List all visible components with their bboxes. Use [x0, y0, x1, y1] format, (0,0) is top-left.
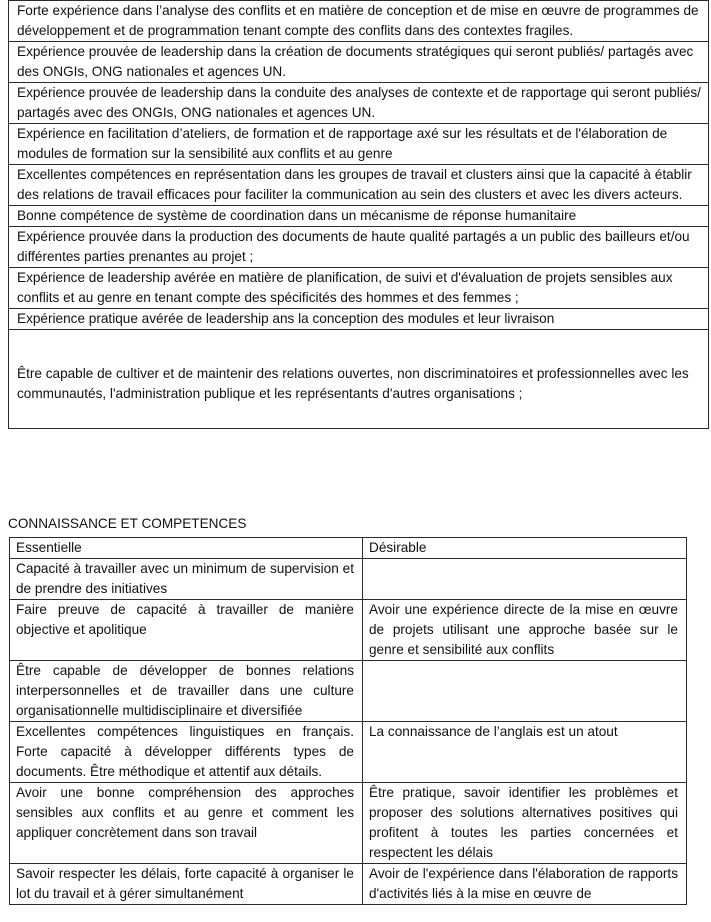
experience-cell: Être capable de cultiver et de maintenir des relations ouvertes, non discriminatoires et professionnelles avec les communautés, l'administration publique et les représentants d'autres organisations ; — [9, 330, 709, 429]
desirable-cell: Avoir de l'expérience dans l'élaboration de rapports d'activités liés à la mise en œuvre de — [363, 864, 687, 905]
header-essentielle: Essentielle — [10, 538, 363, 559]
competence-row — [10, 600, 687, 661]
experience-cell: Expérience pratique avérée de leadership ans la conception des modules et leur livraison — [9, 309, 709, 330]
competence-row — [10, 864, 687, 905]
experience-row — [9, 165, 709, 206]
essential-cell: Capacité à travailler avec un minimum de supervision et de prendre des initiatives — [10, 559, 363, 600]
experience-cell: Expérience de leadership avérée en matière de planification, de suivi et d'évaluation de projets sensibles aux conflits et au genre en tenant compte des spécificités des hommes et des femmes ; — [9, 268, 709, 309]
competence-row — [10, 783, 687, 864]
experience-row — [9, 83, 709, 124]
experience-row — [9, 42, 709, 83]
experience-row — [9, 1, 709, 42]
competences-table — [9, 537, 687, 905]
experience-row — [9, 206, 709, 227]
desirable-cell: La connaissance de l’anglais est un atout — [363, 722, 687, 783]
experience-cell: Expérience prouvée dans la production des documents de haute qualité partagés a un public des bailleurs et/ou différentes parties prenantes au projet ; — [9, 227, 709, 268]
experience-row — [9, 309, 709, 330]
essential-cell: Faire preuve de capacité à travailler de manière objective et apolitique — [10, 600, 363, 661]
essential-cell: Savoir respecter les délais, forte capacité à organiser le lot du travail et à gérer simultanément — [10, 864, 363, 905]
essential-cell: Excellentes compétences linguistiques en français. Forte capacité à développer différents types de documents. Être méthodique et attentif aux détails. — [10, 722, 363, 783]
desirable-cell — [363, 559, 687, 600]
experience-cell: Expérience prouvée de leadership dans la conduite des analyses de contexte et de rapportage qui seront publiés/ partagés avec des ONGIs, ONG nationales et agences UN. — [9, 83, 709, 124]
experience-cell: Forte expérience dans l’analyse des conflits et en matière de conception et de mise en œuvre de programmes de développement et de programmation tenant compte des conflits dans des contextes fragiles. — [9, 1, 709, 42]
experience-row — [9, 227, 709, 268]
experience-row — [9, 268, 709, 309]
experience-cell: Expérience prouvée de leadership dans la création de documents stratégiques qui seront publiés/ partagés avec des ONGIs, ONG nationales et agences UN. — [9, 42, 709, 83]
desirable-cell: Avoir une expérience directe de la mise en œuvre de projets utilisant une approche basée sur le genre et sensibilité aux conflits — [363, 600, 687, 661]
experience-cell: Excellentes compétences en représentation dans les groupes de travail et clusters ainsi que la capacité à établir des relations de travail efficaces pour faciliter la communication au sein des clusters et avec les divers acteurs. — [9, 165, 709, 206]
competence-row — [10, 559, 687, 600]
essential-cell: Être capable de développer de bonnes relations interpersonnelles et de travailler dans une culture organisationnelle multidisciplinaire et diversifiée — [10, 661, 363, 722]
competence-row — [10, 722, 687, 783]
experience-row — [9, 124, 709, 165]
competence-row — [10, 661, 687, 722]
experience-table — [8, 0, 709, 429]
desirable-cell: Être pratique, savoir identifier les problèmes et proposer des solutions alternatives positives qui profitent à toutes les parties concernées et respectent les délais — [363, 783, 687, 864]
essential-cell: Avoir une bonne compréhension des approches sensibles aux conflits et au genre et comment les appliquer concrètement dans son travail — [10, 783, 363, 864]
experience-cell: Bonne compétence de système de coordination dans un mécanisme de réponse humanitaire — [9, 206, 709, 227]
experience-cell: Expérience en facilitation d’ateliers, de formation et de rapportage axé sur les résultats et de l'élaboration de modules de formation sur la sensibilité aux conflits et au genre — [9, 124, 709, 165]
competences-header-row — [10, 538, 687, 559]
desirable-cell — [363, 661, 687, 722]
header-desirable: Désirable — [363, 538, 687, 559]
section-title: CONNAISSANCE ET COMPETENCES — [8, 516, 247, 531]
experience-row — [9, 330, 709, 429]
